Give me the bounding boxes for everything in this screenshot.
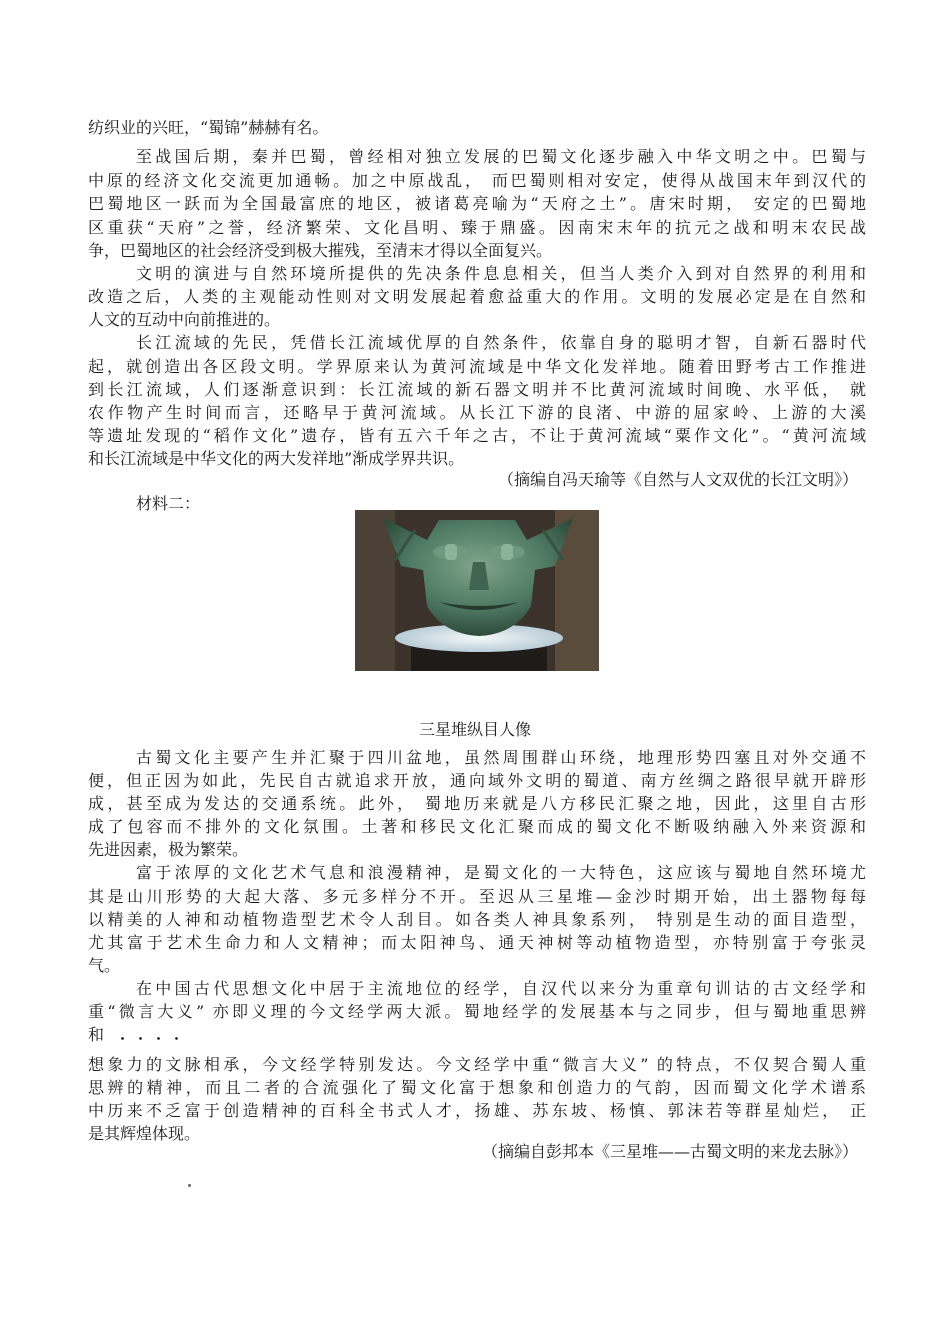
sanxingdui-mask-image [355, 510, 599, 671]
text-line: 是其辉煌体现。 [88, 1124, 201, 1143]
text-line: 中历来不乏富于创造精神的百科全书式人才，扬雄、苏东坡、杨慎、郭沫若等群星灿烂， 正 [88, 1101, 866, 1120]
text-line: 到长江流域，人们逐渐意识到：长江流域的新石器文明并不比黄河流域时间晚、水平低， 就 [88, 380, 866, 399]
text-line: 思辨的精神，而且二者的合流强化了蜀文化富于想象和创造力的气韵，因而蜀文化学术谱系 [88, 1078, 866, 1097]
emphasis-dots: ．．．． [120, 1024, 201, 1043]
text-line: 便，但正因为如此，先民自古就追求开放，通向域外文明的蜀道、南方丝绸之路很早就开辟形 [88, 771, 866, 790]
text-line: 以精美的人神和动植物造型艺术令人刮目。如各类人神具象系列， 特别是生动的面目造型， [88, 910, 866, 929]
text-line: 人文的互动中向前推进的。 [88, 310, 281, 329]
text-line: 区重获“天府”之誉，经济繁荣、文化昌明、臻于鼎盛。因南宋末年的抗元之战和明末农民战 [88, 218, 866, 237]
text-line: 成了包容而不排外的文化氛围。土著和移民文化汇聚而成的蜀文化不断吸纳融入外来资源和 [88, 817, 866, 836]
material-two-label: 材料二： [136, 494, 201, 513]
text-line: 巴蜀地区一跃而为全国最富庶的地区，被诸葛亮喻为“天府之土”。唐宋时期， 安定的巴蜀地 [88, 194, 866, 213]
text-line: 古蜀文化主要产生并汇聚于四川盆地，虽然周围群山环绕，地理形势四塞且对外交通不 [136, 748, 866, 767]
text-line: 和 [88, 1025, 105, 1044]
text-line: 中原的经济文化交流更加通畅。加之中原战乱， 而巴蜀则相对安定，使得从战国末年到汉代的 [88, 171, 866, 190]
text-line: 想象力的文脉相承，今文经学特别发达。今文经学中重“微言大义” 的特点，不仅契合蜀人重 [88, 1055, 866, 1074]
text-line: 在中国古代思想文化中居于主流地位的经学，自汉代以来分为重章句训诂的古文经学和 [136, 979, 866, 998]
text-line: 纺织业的兴旺，“蜀锦”赫赫有名。 [88, 118, 329, 137]
text-line: 争，巴蜀地区的社会经济受到极大摧残，至清末才得以全面复兴。 [88, 241, 553, 260]
text-line: 长江流域的先民，凭借长江流域优厚的自然条件，依靠自身的聪明才智，自新石器时代 [136, 333, 866, 352]
text-line: 文明的演进与自然环境所提供的先决条件息息相关，但当人类介入到对自然界的利用和 [136, 264, 866, 283]
citation-two: （摘编自彭邦本《三星堆——古蜀文明的来龙去脉》） [481, 1142, 858, 1161]
text-line: 至战国后期，秦并巴蜀，曾经相对独立发展的巴蜀文化逐步融入中华文明之中。巴蜀与 [136, 147, 866, 166]
text-line: 其是山川形势的大起大落、多元多样分不开。至迟从三星堆—金沙时期开始，出土器物每每 [88, 887, 866, 906]
text-line: 改造之后，人类的主观能动性则对文明发展起着愈益重大的作用。文明的发展必定是在自然和 [88, 287, 866, 306]
text-line: 富于浓厚的文化艺术气息和浪漫精神，是蜀文化的一大特色，这应该与蜀地自然环境尤 [136, 863, 866, 882]
image-caption: 三星堆纵目人像 [418, 720, 531, 739]
text-line: 尤其富于艺术生命力和人文精神；而太阳神鸟、通天神树等动植物造型，亦特别富于夸张灵 [88, 933, 866, 952]
text-line: 和长江流域是中华文化的两大发祥地”渐成学界共识。 [88, 449, 465, 468]
stray-mark [188, 1184, 191, 1187]
text-line: 起，就创造出各区段文明。学界原来认为黄河流域是中华文化发祥地。随着田野考古工作推进 [88, 357, 866, 376]
text-line: 等遗址发现的“稻作文化”遗存，皆有五六千年之古，不让于黄河流域“粟作文化”。“黄河流域 [88, 426, 866, 445]
text-line: 成，甚至成为发达的交通系统。此外， 蜀地历来就是八方移民汇聚之地，因此，这里自古形 [88, 794, 866, 813]
text-line: 重“微言大义” 亦即义理的今文经学两大派。蜀地经学的发展基本与之同步，但与蜀地重思辨 [88, 1002, 866, 1021]
citation-one: （摘编自冯天瑜等《自然与人文双优的长江文明》） [497, 470, 858, 489]
text-line: 先进因素，极为繁荣。 [88, 840, 249, 859]
text-line: 农作物产生时间而言，还略早于黄河流域。从长江下游的良渚、中游的屈家岭、上游的大溪 [88, 403, 866, 422]
text-line: 气。 [88, 956, 121, 975]
